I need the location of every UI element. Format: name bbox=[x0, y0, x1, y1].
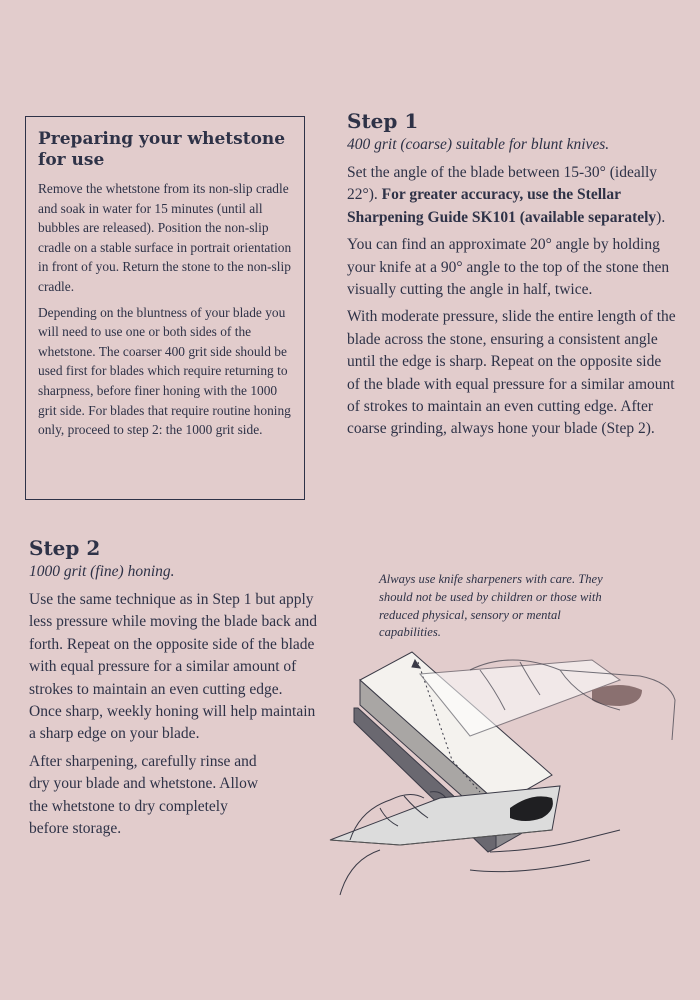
step-1-title: Step 1 bbox=[347, 109, 419, 133]
step-2-section bbox=[29, 535, 319, 845]
step-2-para-2: After sharpening, carefully rinse and dry your blade and whetstone. Allow the whetstone to dry completely before storage. bbox=[29, 752, 259, 838]
step-1-para-2: You can find an approximate 20° angle by holding your knife at a 90° angle to the top of the stone then visually cutting the angle in half, twice. bbox=[347, 236, 670, 299]
caution-note: Always use knife sharpeners with care. They should not be used by children or those with reduced physical, sensory or mental capabilities. bbox=[379, 572, 603, 640]
step-1-para-1-start: Set the angle of the blade between 15-30° (ideally 22°). bbox=[347, 164, 658, 204]
step-2-para-1: Use the same technique as in Step 1 but apply less pressure while moving the blade back and forth. Repeat on the opposite side of the blade with equal pressure for a similar amount of strokes to maintain an even cutting edge. Once sharp, weekly honing will help maintain a sharp edge on your blade. bbox=[29, 591, 317, 743]
step-2-subtitle: 1000 grit (fine) honing. bbox=[29, 563, 175, 580]
prep-box bbox=[25, 116, 305, 500]
prep-title: Preparing your whetstone for use bbox=[38, 129, 286, 170]
step-1-para-3: With moderate pressure, slide the entire length of the blade across the stone, ensuring a consistent angle until the edge is sharp. Repeat on the opposite side of the blade with equal pressure for a similar amount of strokes to maintain an even cutting edge. After coarse grinding, always hone your blade (Step 2). bbox=[347, 308, 676, 438]
knife-sharpening-illustration bbox=[320, 640, 680, 900]
step-1-section bbox=[347, 108, 677, 446]
step-2-title: Step 2 bbox=[29, 536, 101, 560]
step-1-para-1-end: ). bbox=[656, 208, 666, 226]
prep-para-1: Remove the whetstone from its non-slip cradle and soak in water for 15 minutes (until all bubbles are released). Position the non-slip cradle on a stable surface in portrait orientation in front of you. Return the stone to the non-slip cradle. bbox=[38, 181, 292, 294]
prep-para-2: Depending on the bluntness of your blade you will need to use one or both sides of the whetstone. The coarser 400 grit side should be used first for blades which require returning to sharpness, before finer honing with the 1000 grit side. For blades that require routine honing only, proceed to step 2: the 1000 grit side. bbox=[38, 304, 291, 438]
step-1-para-1 bbox=[347, 162, 677, 229]
step-1-guide-note: For greater accuracy, use the Stellar Sharpening Guide SK101 (available separately bbox=[347, 186, 657, 226]
step-1-subtitle: 400 grit (coarse) suitable for blunt knives. bbox=[347, 136, 610, 153]
